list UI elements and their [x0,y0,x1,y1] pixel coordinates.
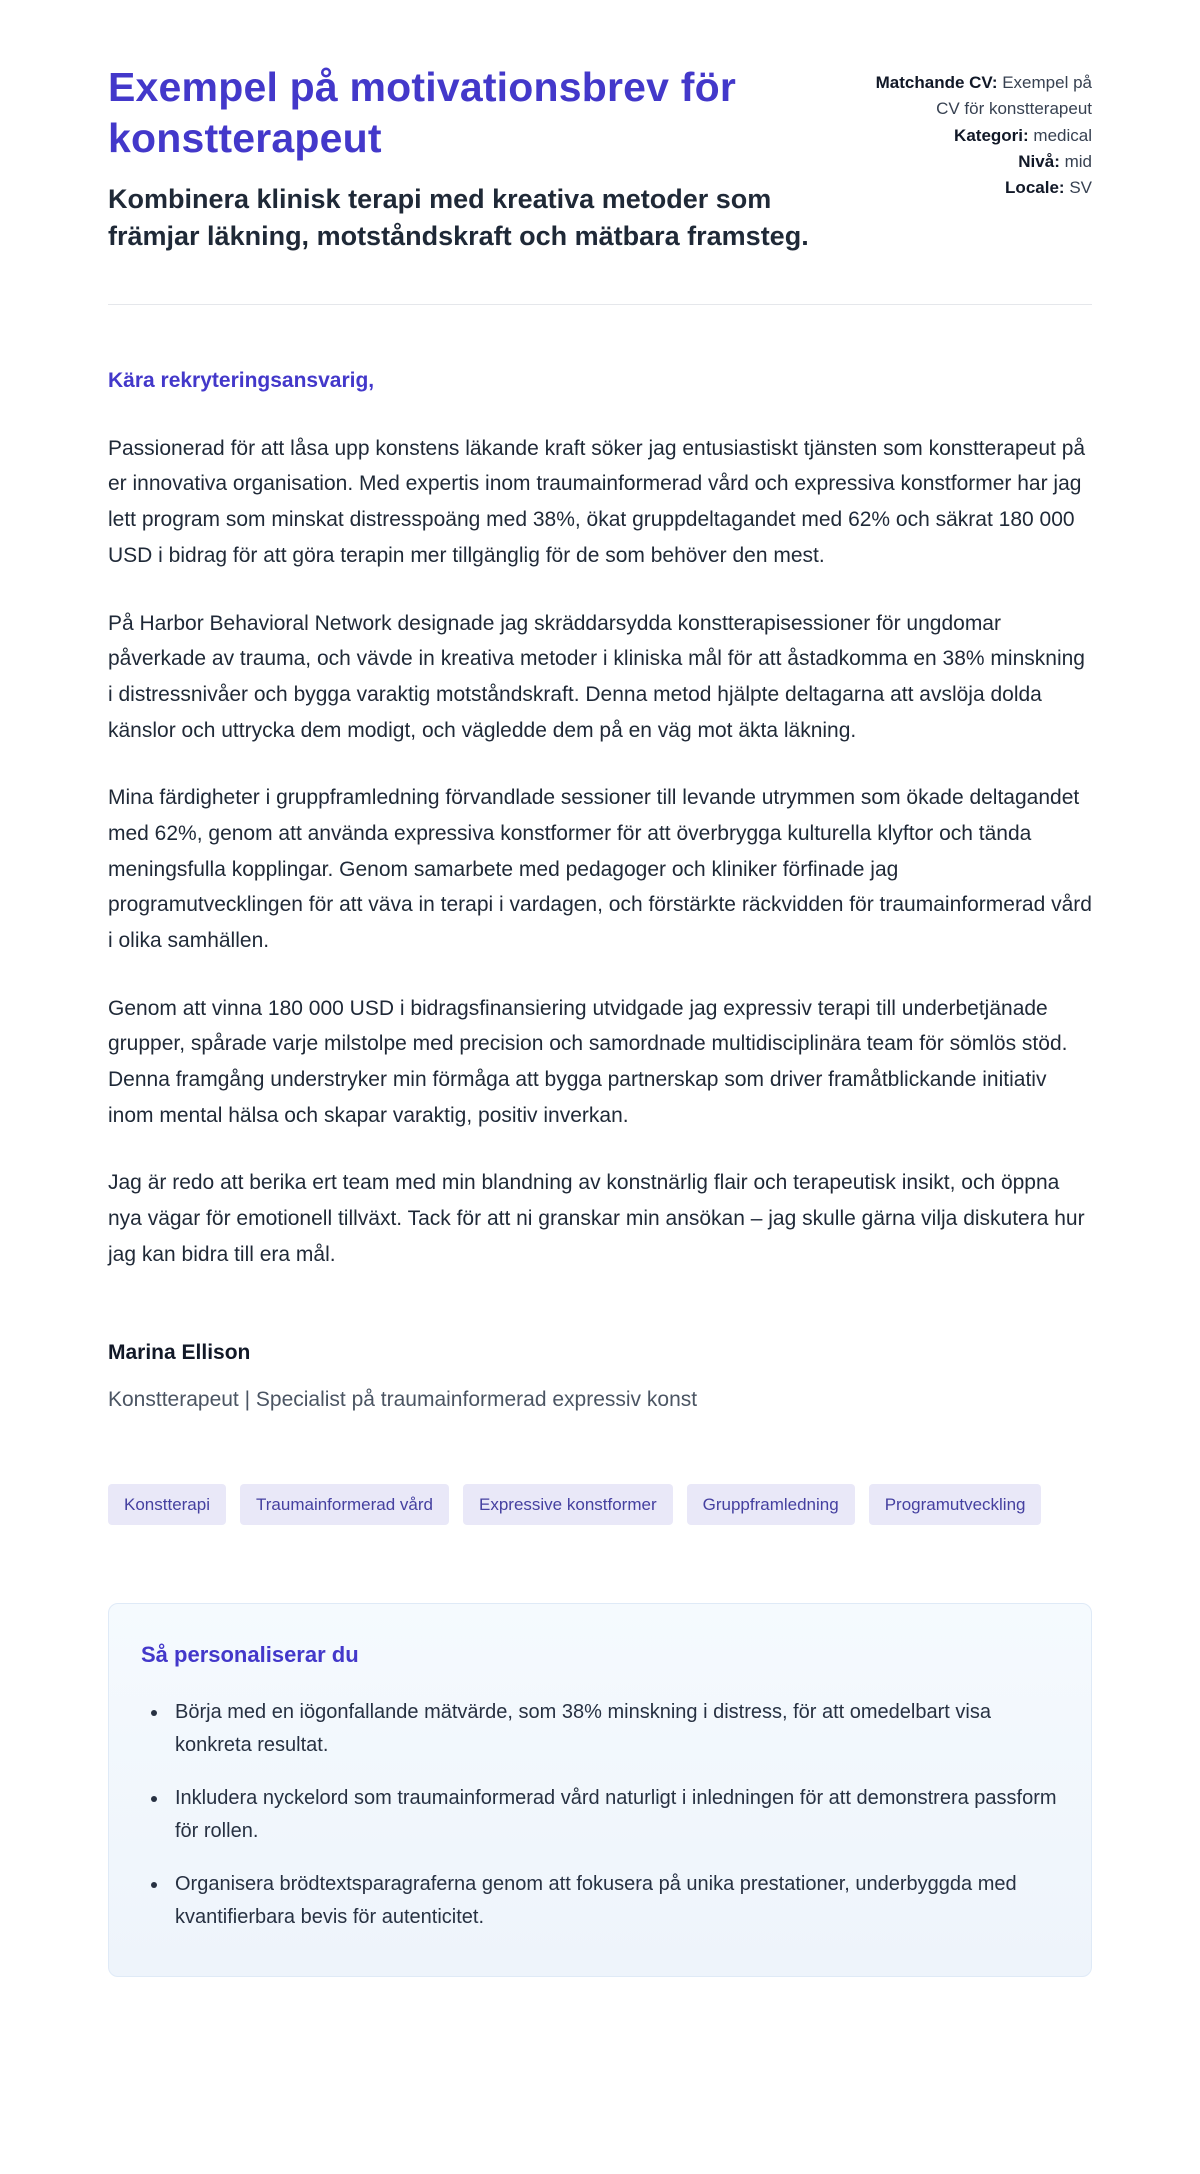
signature-title: Konstterapeut | Specialist på traumainformerad expressiv konst [108,1388,698,1412]
meta-label: Nivå: [1018,152,1060,172]
tag-list [108,1484,1092,1525]
meta-value: SV [1069,178,1092,198]
meta-label: Locale: [1005,178,1065,198]
meta-value: mid [1064,152,1092,172]
tag-chip: Programutveckling [869,1484,1042,1525]
tag-chip: Konstterapi [108,1484,226,1525]
tips-box [108,1603,1092,1977]
page-title: Exempel på motivationsbrev för konstterapeut [108,64,737,162]
tips-title: Så personaliserar du [141,1641,359,1667]
letter-paragraph: Jag är redo att berika ert team med min blandning av konstnärlig flair och terapeutisk insikt, och öppna nya vägar för emotionell tillväxt. Tack för att ni granskar min ansökan – jag skulle gärna vilja diskutera hur jag kan bidra till era mål. [108,1171,1085,1266]
tips-list [141,1696,1059,1934]
letter-paragraph: Genom att vinna 180 000 USD i bidragsfinansiering utvidgade jag expressiv terapi till underbetjänade grupper, spårade varje milstolpe med precision och samordnade multidisciplinära team för sömlös stöd. Denna framgång understryker min förmåga att bygga partnerskap som driver framåtblickande initiativ inom mental hälsa och skapar varaktig, positiv inverkan. [108,996,1068,1127]
meta-panel [856,62,1092,202]
meta-value: medical [1033,125,1092,145]
meta-value: Exempel på CV för konstterapeut [936,73,1092,119]
meta-matching-cv [856,70,1092,123]
tag-chip: Gruppframledning [687,1484,855,1525]
meta-locale [856,175,1092,201]
meta-label: Kategori: [954,125,1029,145]
header-text-block [108,62,828,256]
letter-body [108,363,1092,1418]
page-subtitle: Kombinera klinisk terapi med kreativa metoder som främjar läkning, motståndskraft och mätbara framsteg. [108,183,809,252]
header [108,62,1092,256]
meta-label: Matchande CV: [875,73,998,92]
tips-item: • Börja med en iögonfallande mätvärde, som 38% minskning i distress, för att omedelbart visa konkreta resultat. [169,1696,1059,1762]
letter-paragraph: På Harbor Behavioral Network designade jag skräddarsydda konstterapisessioner för ungdomar påverkade av trauma, och vävde in kreativa metoder i kliniska mål för att åstadkomma en 38% minskning i distressnivåer och bygga varaktig motståndskraft. Denna metod hjälpte deltagarna att avslöja dolda känslor och uttrycka dem modigt, och vägledde dem på en väg mot äkta läkning. [108,611,1085,742]
signature-name: Marina Ellison [108,1340,251,1364]
divider [108,304,1092,305]
tips-item: • Organisera brödtextsparagraferna genom att fokusera på unika prestationer, underbyggda med kvantifierbara bevis för autenticitet. [169,1868,1059,1934]
letter-paragraph: Mina färdigheter i gruppframledning förvandlade sessioner till levande utrymmen som ökade deltagandet med 62%, genom att använda expressiva konstformer för att överbrygga kulturella klyftor och tända meningsfulla kopplingar. Genom samarbete med pedagoger och kliniker förfinade jag programutvecklingen för att väva in terapi i vardagen, och förstärkte räckvidden för traumainformerad vård i olika samhällen. [108,786,1092,953]
meta-category [856,123,1092,149]
tag-chip: Expressive konstformer [463,1484,673,1525]
tips-item: • Inkludera nyckelord som traumainformerad vård naturligt i inledningen för att demonstrera passform för rollen. [169,1782,1059,1848]
cover-letter-page [108,0,1092,2067]
greeting: Kära rekryteringsansvarig, [108,369,375,393]
letter-paragraph: Passionerad för att låsa upp konstens läkande kraft söker jag entusiastiskt tjänsten som konstterapeut på er innovativa organisation. Med expertis inom traumainformerad vård och expressiva konstformer har jag lett program som minskat distresspoäng med 38%, ökat gruppdeltagandet med 62% och säkrat 180 000 USD i bidrag för att göra terapin mer tillgänglig för de som behöver den mest. [108,436,1086,567]
meta-level [856,149,1092,175]
tag-chip: Traumainformerad vård [240,1484,449,1525]
